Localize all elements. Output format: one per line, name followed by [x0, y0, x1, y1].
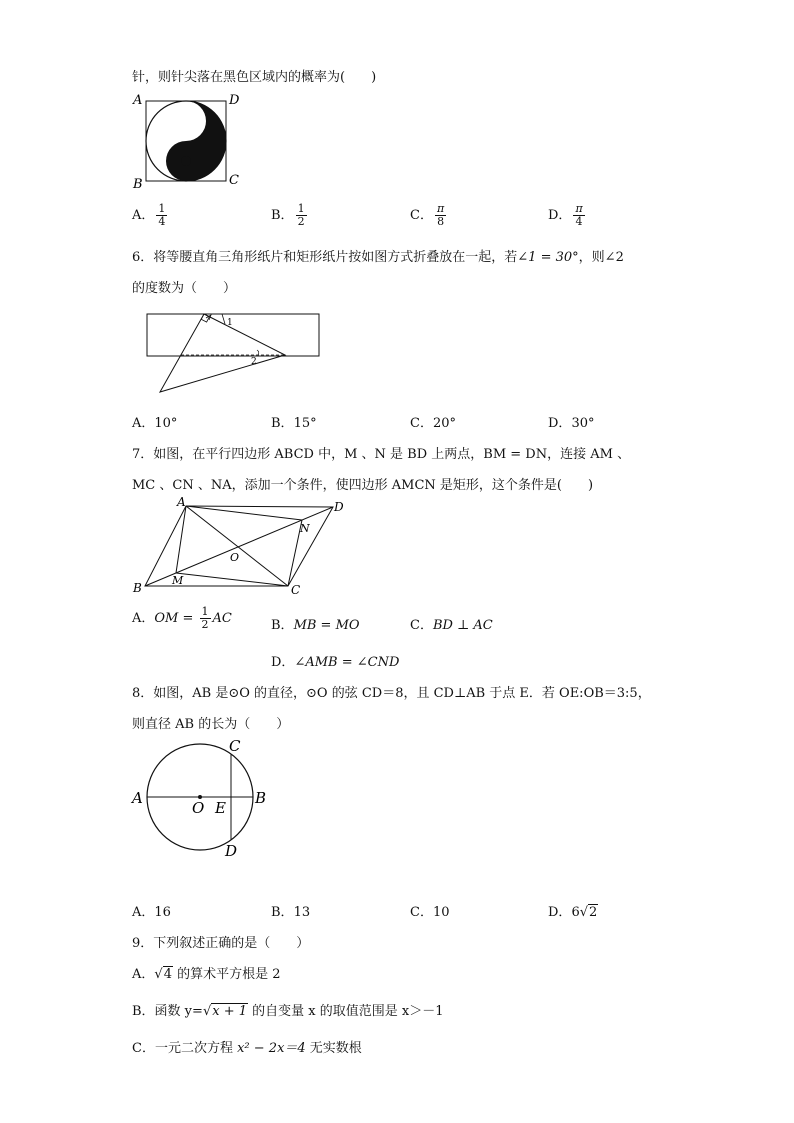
q8-label-o: O — [192, 799, 205, 817]
q9-option-a[interactable]: A．√4 的算术平方根是 2 — [132, 967, 281, 982]
q5-label-a: A — [133, 93, 143, 108]
q5-label-b: B — [133, 177, 143, 190]
q7-option-c[interactable]: C．BD ⊥ AC — [410, 618, 493, 633]
q6-option-c[interactable]: C．20° — [410, 416, 456, 431]
q5-label-d: D — [229, 93, 240, 108]
q7-label-d: D — [334, 500, 344, 514]
q7-label-a: A — [177, 495, 186, 509]
sqrt-sign: √ — [202, 1004, 212, 1019]
q5-taiji-figure — [130, 92, 245, 194]
q8-option-c[interactable]: C．10 — [410, 905, 450, 920]
q7-figure — [128, 494, 358, 602]
q5-option-a[interactable]: A． $\frac{1}{4}$ — [132, 202, 166, 228]
q5-option-b[interactable]: B． $\frac{1}{2}$ — [271, 202, 305, 228]
sqrt-sign: √ — [579, 905, 589, 920]
q7-stem-line1: 7．如图，在平行四边形 ABCD 中，M 、N 是 BD 上两点，BM = DN，连接 AM 、 — [132, 447, 631, 462]
q7-label-o: O — [230, 551, 240, 564]
q5-label-c: C — [229, 173, 239, 188]
q8-option-a[interactable]: A．16 — [132, 905, 171, 920]
q6-option-b[interactable]: B．15° — [271, 416, 317, 431]
q5-option-c[interactable]: C． $\frac{\pi}{8}$ — [410, 202, 445, 228]
q8-stem-line2: 则直径 AB 的长为（ ） — [132, 717, 290, 732]
q8-label-e: E — [215, 799, 226, 817]
q7-label-m: M — [172, 574, 184, 587]
q7-option-a[interactable]: A．OM = $\frac{1}{2}$ AC — [132, 605, 232, 631]
q7-option-d[interactable]: D．∠AMB = ∠CND — [271, 655, 400, 670]
q8-label-a: A — [132, 789, 143, 807]
q6-label-2: 2 — [251, 357, 257, 367]
q6-label-1: 1 — [227, 318, 233, 328]
q7-stem-line2: MC 、CN 、NA，添加一个条件，使四边形 AMCN 是矩形，这个条件是( ) — [132, 478, 594, 493]
sqrt-sign: √ — [154, 967, 163, 982]
q8-option-d[interactable]: D．6√2 — [548, 905, 598, 920]
q8-label-d: D — [225, 842, 238, 860]
q9-option-c[interactable]: C．一元二次方程 x² − 2x＝4 无实数根 — [132, 1041, 362, 1056]
q6-option-a[interactable]: A．10° — [132, 416, 178, 431]
q6-option-d[interactable]: D．30° — [548, 416, 595, 431]
q6-stem-line1: 6．将等腰直角三角形纸片和矩形纸片按如图方式折叠放在一起，若∠1 = 30°，则∠2 — [132, 250, 624, 265]
q7-option-b[interactable]: B．MB = MO — [271, 618, 360, 633]
q5-option-d[interactable]: D． $\frac{\pi}{4}$ — [548, 202, 583, 228]
q6-stem-line2: 的度数为（ ） — [132, 281, 237, 296]
q7-label-n: N — [300, 522, 310, 535]
q5-stem-tail: 针，则针尖落在黑色区域内的概率为( ) — [132, 70, 377, 85]
q7-label-b: B — [133, 581, 142, 595]
q6-figure — [140, 306, 330, 404]
q8-label-b: B — [255, 789, 267, 807]
q8-option-b[interactable]: B．13 — [271, 905, 311, 920]
q7-label-c: C — [291, 583, 301, 597]
q8-stem-line1: 8．如图，AB 是⊙O 的直径，⊙O 的弦 CD＝8，且 CD⊥AB 于点 E．若 OE:OB＝3:5， — [132, 686, 651, 701]
q9-stem: 9．下列叙述正确的是（ ） — [132, 936, 310, 951]
q9-option-b[interactable]: B．函数 y=√x + 1 的自变量 x 的取值范围是 x＞－1 — [132, 1004, 444, 1019]
q8-label-c: C — [229, 737, 241, 755]
q8-figure — [128, 734, 278, 868]
